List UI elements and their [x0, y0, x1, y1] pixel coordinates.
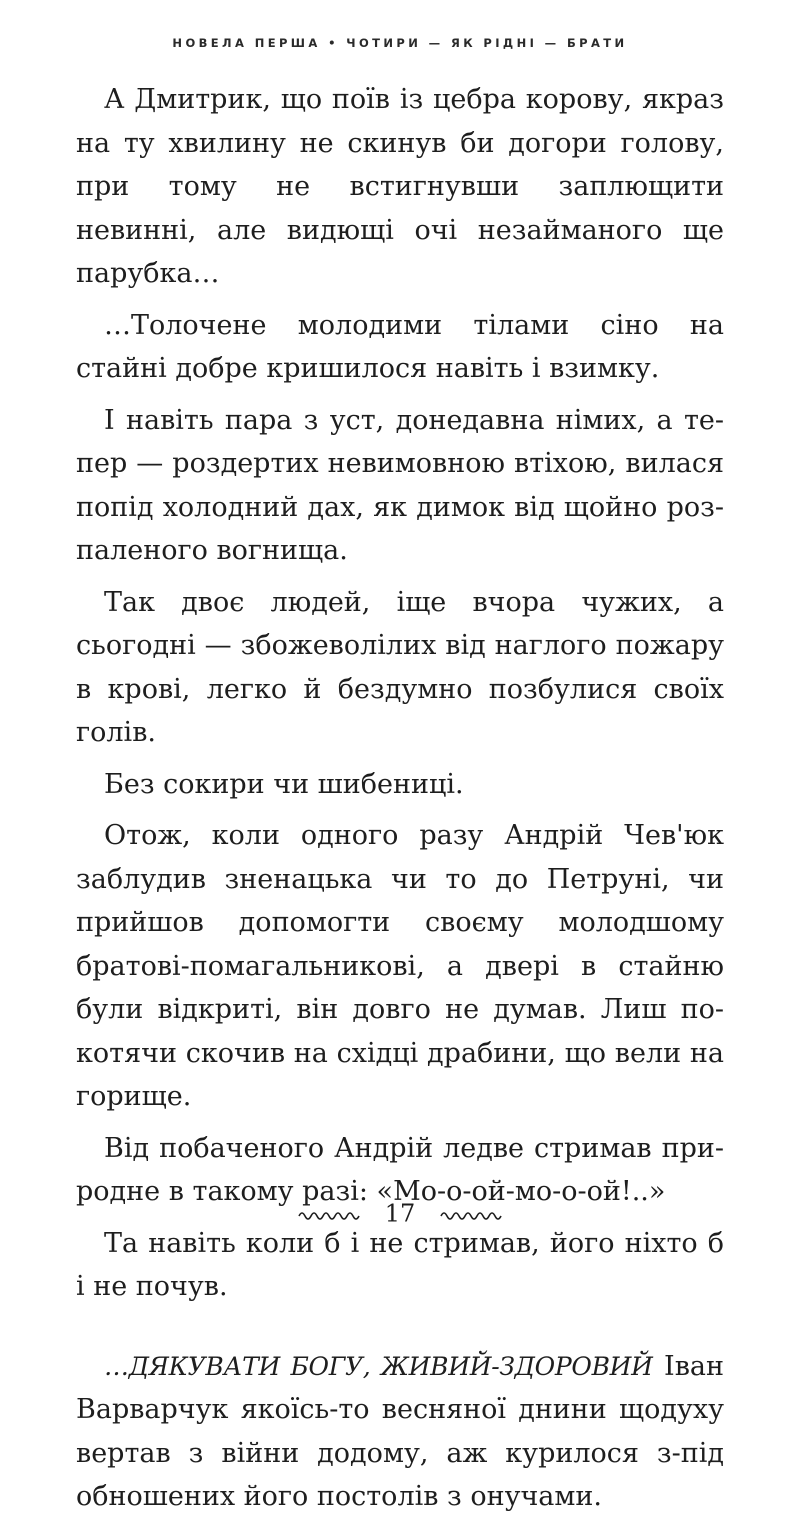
- paragraph: Від побаченого Андрій ледве стримав природне в такому разі: «Мо-о-ой-мо-о-ой!..»: [76, 1132, 724, 1207]
- page-footer: [0, 1197, 800, 1229]
- paragraph: А Дмитрик, що поїв із цебра корову, якраз на ту хвилину не скинув би догори голову, при тому не встигнувши заплющити невинні, але видющі очі незайманого ще парубка…: [76, 84, 724, 289]
- wave-ornament-icon: [297, 1207, 361, 1221]
- section-start-paragraph: [76, 1345, 724, 1519]
- page-number: 17: [384, 1199, 416, 1228]
- running-head: НОВЕЛА ПЕРША • ЧОТИРИ — ЯК РІДНІ — БРАТИ: [172, 36, 628, 50]
- paragraph: Без сокири чи шибениці.: [104, 768, 464, 800]
- wave-ornament-icon: [439, 1207, 503, 1221]
- body-text: [76, 78, 724, 1527]
- paragraph: І навіть пара з уст, донедавна німих, а тепер — роздертих невимовною втіхою, вилася попід холодний дах, як димок від щойно розпаленого вогнища.: [76, 404, 724, 566]
- paragraph: Отож, коли одного разу Андрій Чев'юк заблудив зненацька чи то до Петруні, чи прийшов допомогти своєму молодшому братові-помагальникові, а двері в стайню були відкриті, він довго не думав. Лиш по-котячи скочив на східці драбини, що вели на горище.: [76, 820, 724, 1112]
- paragraph: …Толочене молодими тілами сіно на стайні добре кришилося навіть і взимку.: [76, 309, 724, 384]
- section-lead-rest: Іван Варварчук якоїсь-то весняної днини щодуху вертав з війни додому, аж курилося з-під обношених його постолів з онучами.: [76, 1350, 724, 1512]
- paragraph: Так двоє людей, іще вчора чужих, а сьогодні — збожеволілих від наглого пожару в крові, легко й бездумно позбулися своїх голів.: [76, 586, 724, 748]
- paragraph: Та навіть коли б і не стримав, його ніхто б і не почув.: [76, 1227, 724, 1302]
- section-lead-italic: …ДЯКУВАТИ БОГУ, ЖИВИЙ-ЗДОРОВИЙ: [104, 1351, 653, 1381]
